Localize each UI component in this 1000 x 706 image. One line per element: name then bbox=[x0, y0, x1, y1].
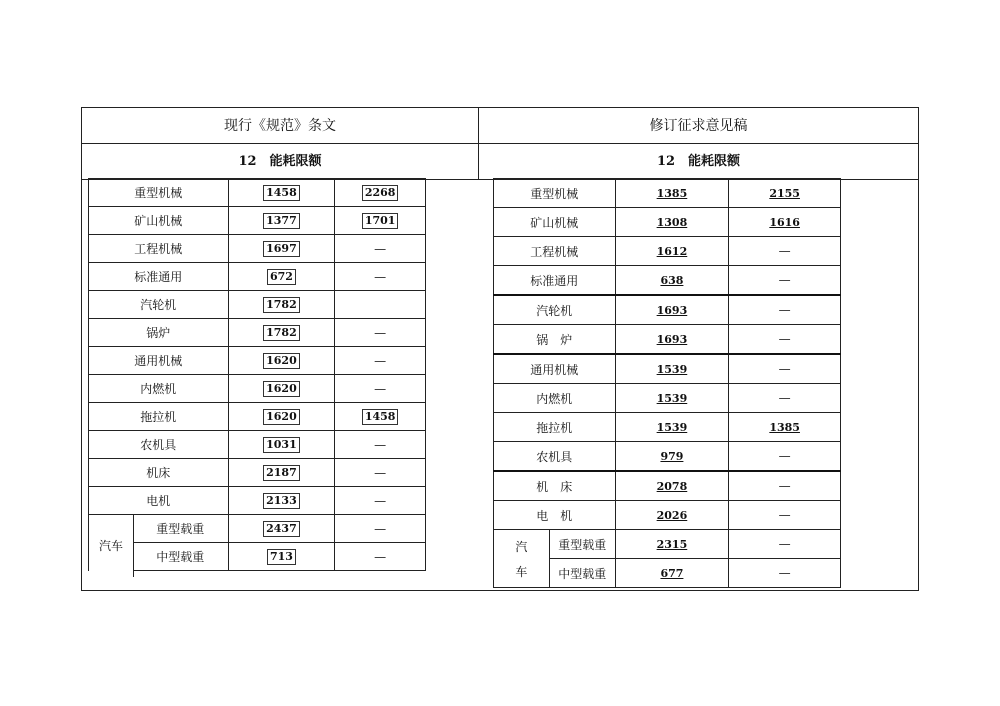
dash-value: — bbox=[778, 508, 791, 522]
value-cell bbox=[228, 291, 335, 319]
value-cell bbox=[228, 319, 335, 347]
right-column-title: 修订征求意见稿 bbox=[478, 108, 918, 144]
value-cell bbox=[228, 543, 335, 571]
item-name: 电 机 bbox=[494, 501, 616, 530]
numeric-value: 2437 bbox=[263, 521, 300, 537]
value-cell bbox=[335, 375, 426, 403]
value-cell bbox=[729, 354, 841, 384]
item-name: 拖拉机 bbox=[494, 413, 616, 442]
sub-item-name: 重型载重 bbox=[549, 530, 615, 559]
numeric-value: 1539 bbox=[656, 392, 688, 405]
dash-value: — bbox=[374, 437, 387, 452]
value-cell bbox=[615, 208, 729, 237]
table-row bbox=[494, 354, 841, 384]
value-cell bbox=[729, 442, 841, 472]
dash-value: — bbox=[374, 241, 387, 256]
value-cell bbox=[729, 413, 841, 442]
table-row bbox=[494, 384, 841, 413]
table-row bbox=[89, 403, 426, 431]
value-cell bbox=[335, 179, 426, 207]
value-cell bbox=[729, 325, 841, 355]
value-cell bbox=[335, 431, 426, 459]
table-row bbox=[494, 325, 841, 355]
value-cell bbox=[729, 208, 841, 237]
group-label-bottom: 车 bbox=[515, 564, 528, 579]
table-row bbox=[89, 515, 426, 543]
value-cell bbox=[615, 559, 729, 588]
dash-value: — bbox=[374, 325, 387, 340]
item-name: 电机 bbox=[89, 487, 229, 515]
table-row bbox=[89, 543, 426, 571]
value-cell bbox=[729, 384, 841, 413]
table-row bbox=[494, 179, 841, 208]
value-cell bbox=[228, 459, 335, 487]
item-name: 农机具 bbox=[89, 431, 229, 459]
numeric-value: 1458 bbox=[263, 185, 300, 201]
item-name bbox=[89, 515, 229, 553]
numeric-value: 2187 bbox=[263, 465, 300, 481]
left-section-title: 12 能耗限额 bbox=[82, 144, 478, 180]
value-cell bbox=[335, 207, 426, 235]
item-name: 工程机械 bbox=[89, 235, 229, 263]
table-row bbox=[494, 442, 841, 472]
dash-value: — bbox=[778, 566, 791, 580]
value-cell bbox=[729, 559, 841, 588]
item-name: 内燃机 bbox=[494, 384, 616, 413]
current-spec-table bbox=[88, 178, 426, 571]
left-column-title: 现行《规范》条文 bbox=[82, 108, 478, 144]
value-cell bbox=[729, 266, 841, 296]
table-row bbox=[89, 235, 426, 263]
item-name: 农机具 bbox=[494, 442, 616, 472]
center-divider bbox=[478, 108, 479, 180]
numeric-value: 979 bbox=[660, 450, 684, 463]
numeric-value: 1385 bbox=[656, 187, 688, 200]
item-name: 标准通用 bbox=[89, 263, 229, 291]
item-name: 通用机械 bbox=[89, 347, 229, 375]
value-cell bbox=[335, 515, 426, 543]
numeric-value: 2078 bbox=[656, 480, 688, 493]
numeric-value: 2315 bbox=[656, 538, 688, 551]
group-label bbox=[494, 530, 550, 588]
value-cell bbox=[615, 384, 729, 413]
item-name: 矿山机械 bbox=[89, 207, 229, 235]
dash-value: — bbox=[778, 479, 791, 493]
item-name: 内燃机 bbox=[89, 375, 229, 403]
dash-value: — bbox=[778, 273, 791, 287]
value-cell bbox=[615, 325, 729, 355]
value-cell bbox=[335, 319, 426, 347]
table-row bbox=[494, 295, 841, 325]
table-row bbox=[494, 413, 841, 442]
dash-value: — bbox=[778, 449, 791, 463]
item-name: 汽轮机 bbox=[89, 291, 229, 319]
value-cell bbox=[615, 354, 729, 384]
value-cell bbox=[335, 235, 426, 263]
value-cell bbox=[228, 179, 335, 207]
numeric-value: 2268 bbox=[362, 185, 399, 201]
value-cell bbox=[228, 515, 335, 543]
table-row bbox=[494, 501, 841, 530]
value-cell bbox=[615, 413, 729, 442]
item-name: 汽轮机 bbox=[494, 295, 616, 325]
value-cell bbox=[615, 295, 729, 325]
value-cell bbox=[228, 375, 335, 403]
dash-value: — bbox=[374, 269, 387, 284]
numeric-value: 1620 bbox=[263, 409, 300, 425]
value-cell bbox=[335, 403, 426, 431]
dash-value: — bbox=[374, 493, 387, 508]
numeric-value: 1308 bbox=[656, 216, 688, 229]
value-cell bbox=[335, 263, 426, 291]
dash-value: — bbox=[374, 521, 387, 536]
item-name: 机床 bbox=[89, 459, 229, 487]
numeric-value: 1693 bbox=[656, 304, 688, 317]
item-name: 矿山机械 bbox=[494, 208, 616, 237]
table-row bbox=[89, 431, 426, 459]
table-row bbox=[89, 179, 426, 207]
numeric-value: 2155 bbox=[769, 187, 800, 200]
dash-value: — bbox=[374, 353, 387, 368]
sub-item-name: 中型载重 bbox=[156, 550, 205, 564]
numeric-value: 1701 bbox=[362, 213, 399, 229]
value-cell bbox=[729, 237, 841, 266]
dash-value: — bbox=[778, 332, 791, 346]
value-cell bbox=[228, 487, 335, 515]
value-cell bbox=[615, 501, 729, 530]
numeric-value: 1539 bbox=[656, 421, 688, 434]
value-cell bbox=[729, 530, 841, 559]
table-row bbox=[494, 237, 841, 266]
numeric-value: 1693 bbox=[656, 333, 688, 346]
value-cell bbox=[615, 530, 729, 559]
numeric-value: 1385 bbox=[769, 421, 800, 434]
numeric-value: 713 bbox=[267, 549, 296, 565]
item-name: 工程机械 bbox=[494, 237, 616, 266]
table-row bbox=[89, 375, 426, 403]
value-cell bbox=[615, 471, 729, 501]
revision-draft-table bbox=[493, 178, 841, 588]
value-cell bbox=[335, 291, 426, 319]
value-cell bbox=[228, 207, 335, 235]
item-name: 锅 炉 bbox=[494, 325, 616, 355]
numeric-value: 1616 bbox=[769, 216, 800, 229]
numeric-value: 2133 bbox=[263, 493, 300, 509]
value-cell bbox=[228, 235, 335, 263]
value-cell bbox=[335, 543, 426, 571]
value-cell bbox=[335, 459, 426, 487]
dash-value: — bbox=[778, 244, 791, 258]
numeric-value: 1539 bbox=[656, 363, 688, 376]
value-cell bbox=[615, 237, 729, 266]
numeric-value: 1782 bbox=[263, 325, 300, 341]
numeric-value: 1620 bbox=[263, 353, 300, 369]
numeric-value: 672 bbox=[267, 269, 296, 285]
item-name: 通用机械 bbox=[494, 354, 616, 384]
dash-value: — bbox=[778, 537, 791, 551]
item-name: 机 床 bbox=[494, 471, 616, 501]
value-cell bbox=[729, 295, 841, 325]
value-cell bbox=[615, 442, 729, 472]
value-cell bbox=[729, 471, 841, 501]
table-row bbox=[89, 347, 426, 375]
numeric-value: 638 bbox=[660, 274, 684, 287]
dash-value: — bbox=[374, 465, 387, 480]
item-name: 拖拉机 bbox=[89, 403, 229, 431]
table-row bbox=[89, 319, 426, 347]
item-name: 锅炉 bbox=[89, 319, 229, 347]
dash-value: — bbox=[778, 391, 791, 405]
numeric-value: 1620 bbox=[263, 381, 300, 397]
item-name: 重型机械 bbox=[494, 179, 616, 208]
numeric-value: 1377 bbox=[263, 213, 300, 229]
numeric-value: 1612 bbox=[656, 245, 688, 258]
value-cell bbox=[729, 501, 841, 530]
right-section-title: 12 能耗限额 bbox=[478, 144, 918, 180]
value-cell bbox=[335, 347, 426, 375]
table-row bbox=[89, 459, 426, 487]
group-label: 汽车 bbox=[89, 515, 134, 577]
item-name: 标准通用 bbox=[494, 266, 616, 296]
table-row bbox=[494, 266, 841, 296]
group-label-top: 汽 bbox=[515, 539, 528, 554]
item-name: 重型机械 bbox=[89, 179, 229, 207]
sub-item-name: 中型载重 bbox=[549, 559, 615, 588]
numeric-value: 677 bbox=[660, 567, 684, 580]
value-cell bbox=[228, 431, 335, 459]
dash-value: — bbox=[374, 549, 387, 564]
dash-value: — bbox=[778, 362, 791, 376]
table-row bbox=[89, 263, 426, 291]
numeric-value: 1031 bbox=[263, 437, 300, 453]
value-cell bbox=[615, 266, 729, 296]
table-row bbox=[89, 487, 426, 515]
table-row bbox=[89, 291, 426, 319]
table-row bbox=[494, 471, 841, 501]
numeric-value: 1697 bbox=[263, 241, 300, 257]
value-cell bbox=[729, 179, 841, 208]
dash-value: — bbox=[778, 303, 791, 317]
value-cell bbox=[228, 403, 335, 431]
numeric-value: 1458 bbox=[362, 409, 399, 425]
numeric-value: 1782 bbox=[263, 297, 300, 313]
value-cell bbox=[228, 347, 335, 375]
table-row bbox=[494, 530, 841, 559]
value-cell bbox=[335, 487, 426, 515]
value-cell bbox=[615, 179, 729, 208]
table-row bbox=[494, 208, 841, 237]
sub-item-name: 重型载重 bbox=[156, 522, 205, 536]
dash-value: — bbox=[374, 381, 387, 396]
value-cell bbox=[228, 263, 335, 291]
table-row bbox=[89, 207, 426, 235]
numeric-value: 2026 bbox=[656, 509, 688, 522]
